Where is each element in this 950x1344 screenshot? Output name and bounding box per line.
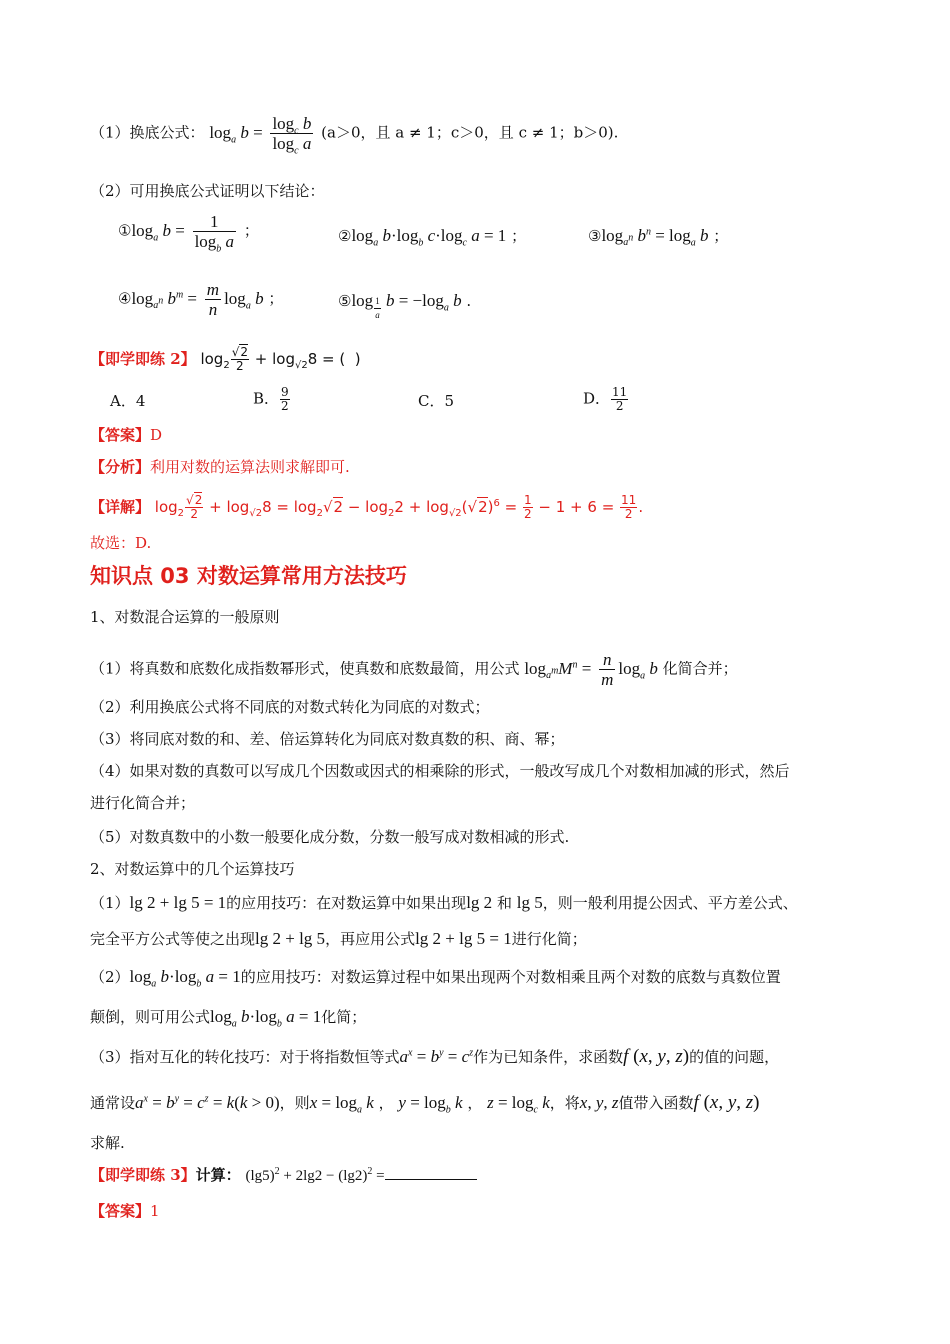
exercise-2-detail: 【详解】 $\log_2$ $\frac{√2}{2}$ + $\log_{√2}8 = \log_2√2 - \log_22 + \log_{√2}(√2)^6$ = $\frac{1}{2}$ − 1 + 6 = $\frac{11}{2}$ . (90, 493, 644, 521)
rule-2: （2）利用换底公式将不同底的对数式转化为同底的对数式； (90, 698, 490, 716)
corollary-row-1c: $③\log_{a^n}$ $b^n = \log_a b$ ； (588, 226, 729, 249)
section-heading: 知识点 03 对数运算常用方法技巧 (90, 564, 407, 588)
corollary-row-1b: $②\log_a$ $b\cdot\log_b$ $c\cdot\log_c$ a = 1 ； (338, 226, 527, 249)
exercise-2-answer: 【答案】D (90, 426, 163, 444)
option-d[interactable]: D． $\frac{11}{2}$ (583, 385, 628, 413)
answer-blank[interactable] (385, 1165, 477, 1180)
technique-3-line-2: 通常设$a^x = b^y = c^z = k(k > 0)$，则$x = \log_a k$ ， $y = \log_b k$ ， $z = \log_c k$，将x, y, z值带入函数f (x, y, z) (90, 1092, 760, 1116)
rule-5: （5）对数真数中的小数一般要化成分数，分数一般写成对数相减的形式. (90, 828, 570, 846)
corollary-row-1: $①\log_a$ b = $\frac{1}{\log_b a}$ ； (118, 212, 259, 255)
technique-3-line-3: 求解. (90, 1134, 125, 1152)
subheading-1: 1、对数混合运算的一般原则 (90, 608, 280, 626)
exercise-3-question: 【即学即练 3】计算： $(\lg 5)^2 + 2\lg 2 - (\lg 2)^2$ = (90, 1164, 477, 1187)
rule-4-line-1: （4）如果对数的真数可以写成几个因数或因式的相乘除的形式，一般改写成几个对数相加减的形式，然后 (90, 762, 790, 780)
subheading-2: 2、对数运算中的几个运算技巧 (90, 860, 295, 878)
technique-2-line-2: 颠倒，则可用公式$\log_a b\cdot\log_b$ a = 1化简； (90, 1007, 367, 1030)
option-b[interactable]: B． $\frac{9}{2}$ (253, 385, 289, 413)
rule-1: （1）将真数和底数化成指数幂形式，使真数和底数最简，用公式 $\log_{a^m}M^n$ = $\frac{n}{m}$ $\log_a b$ 化简合并； (90, 650, 738, 689)
exercise-3-answer: 【答案】1 (90, 1202, 160, 1220)
technique-1-line-1: （1）lg 2 + lg 5 = 1的应用技巧：在对数运算中如果出现lg 2 和 lg 5，则一般利用提公因式、平方差公式、 (90, 893, 798, 912)
exercise-2-analysis: 【分析】利用对数的运算法则求解即可. (90, 458, 350, 476)
option-a[interactable]: A．4 (110, 392, 146, 410)
technique-3-line-1: （3）指对互化的转化技巧：对于将指数恒等式$a^x = b^y = c^z$作为已知条件，求函数f (x, y, z)的值的问题， (90, 1046, 780, 1067)
corollary-intro: （2）可用换底公式证明以下结论： (90, 182, 325, 200)
corollary-row-2: $④\log_{a^n}$ $b^m$ = $\frac{m}{n}$ $\log_a b$ ； (118, 280, 284, 319)
exercise-2-conclusion: 故选：D. (90, 534, 152, 552)
option-c[interactable]: C．5 (418, 392, 455, 410)
rule-3: （3）将同底对数的和、差、倍运算转化为同底对数真数的积、商、幂； (90, 730, 565, 748)
rule-4-line-2: 进行化简合并； (90, 794, 196, 812)
change-of-base-formula: （1）换底公式： $\log_a b$ = $\frac{\log_c b}{\log_c a}$ (a＞0，且 a ≠ 1；c＞0，且 c ≠ 1；b＞0). (90, 114, 619, 157)
technique-1-line-2: 完全平方公式等使之出现lg 2 + lg 5，再应用公式lg 2 + lg 5 = 1进行化简； (90, 929, 587, 948)
technique-2-line-1: $(2)\log_a$ $b\cdot\log_b$ a = 1的应用技巧：对数运算过程中如果出现两个对数相乘且两个对数的底数与真数位置 (90, 967, 781, 990)
exercise-2-question: 【即学即练 2】 $\log_2$ $\frac{√2}{2}$ + $\log_{√2}8$ = ( ) (90, 345, 361, 373)
corollary-row-2b: ⑤log $_{\frac{1}{a}}$ $b = -\log_a$ b . (338, 291, 472, 320)
